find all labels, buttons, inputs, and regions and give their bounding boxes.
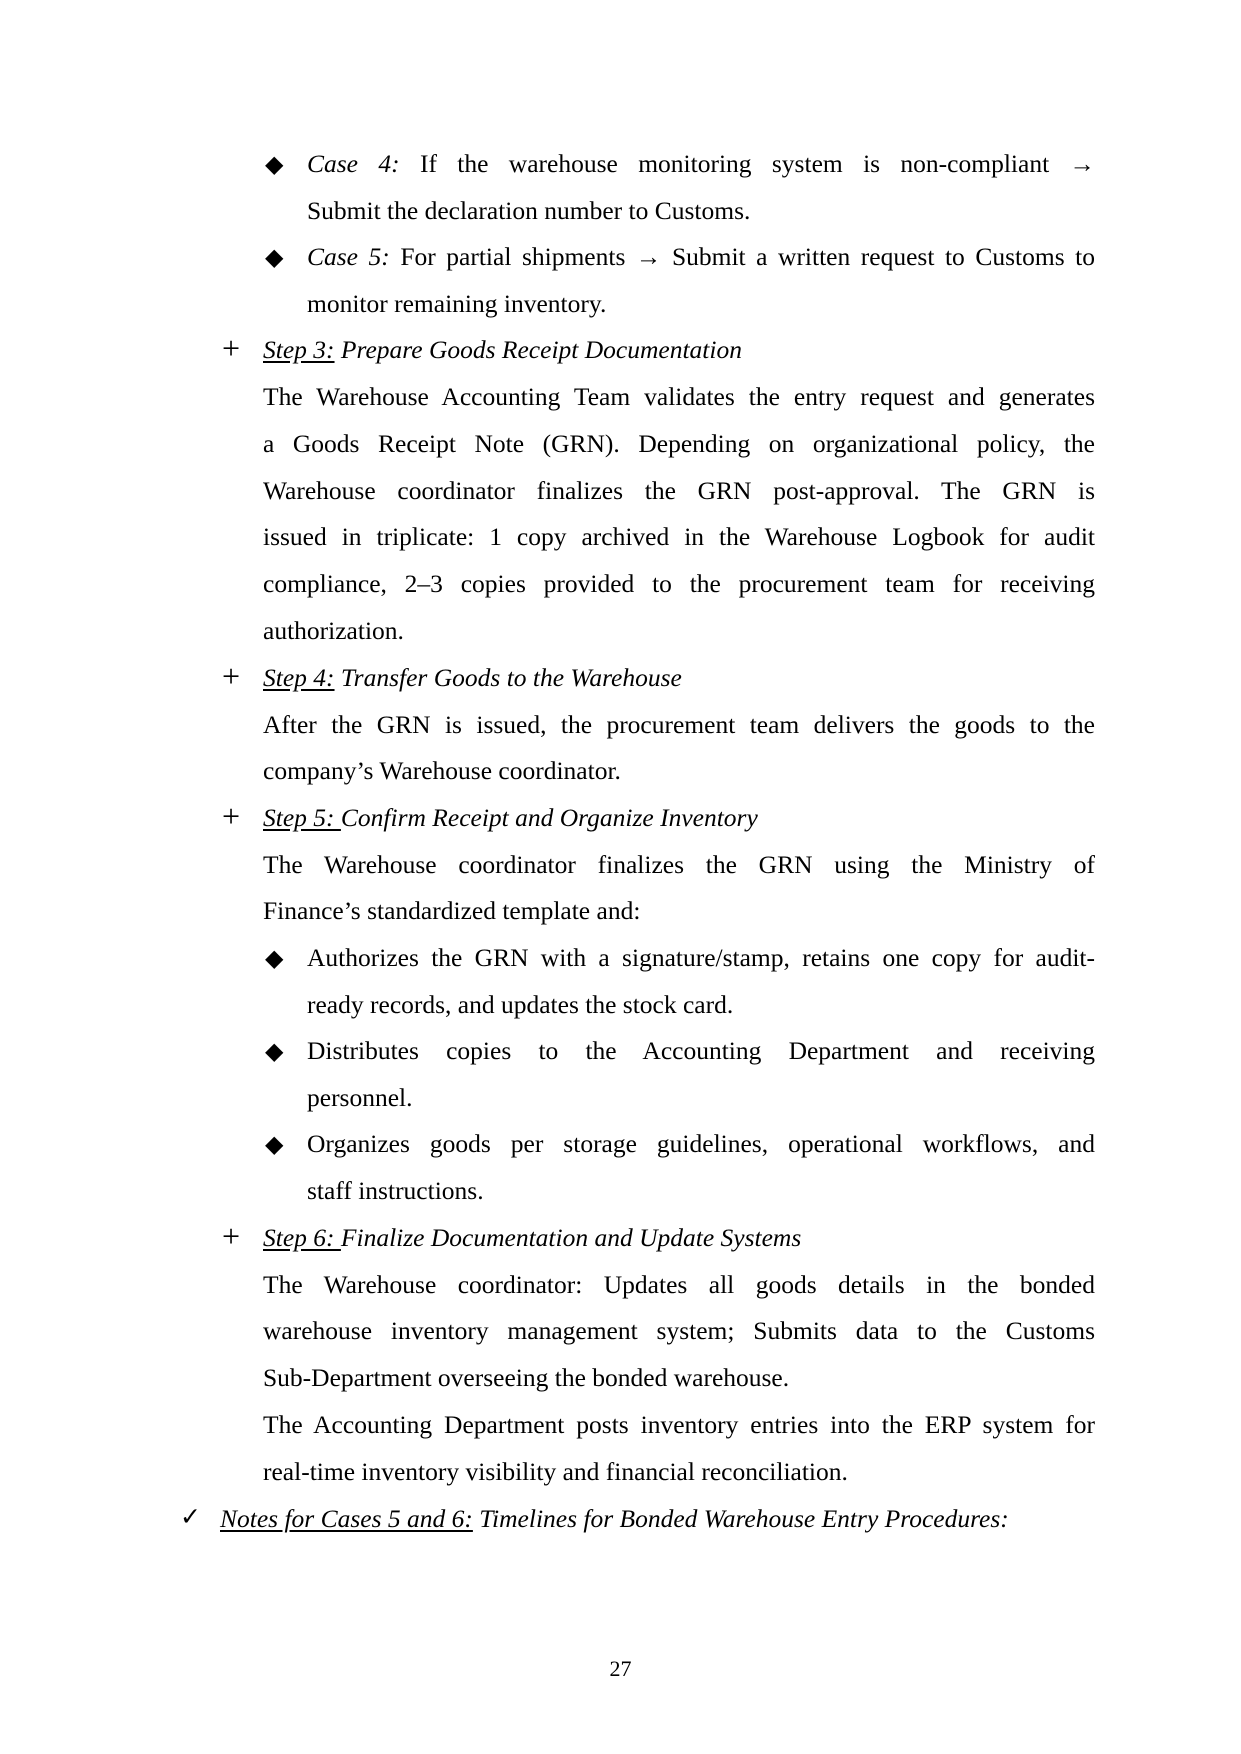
diamond-bullet-icon: ◆ [265, 946, 284, 972]
case-5-line-1 [307, 240, 1095, 274]
step-5-body-line: Finance’s standardized template and: [263, 896, 641, 925]
step-3-label: Step 3: [263, 335, 335, 364]
step-3-title: Prepare Goods Receipt Documentation [334, 335, 742, 364]
step-6-label: Step 6: [263, 1223, 341, 1252]
step-3-body-line: Warehouse coordinator finalizes the GRN post-approval. The GRN is [263, 476, 1095, 505]
step-3-heading [263, 333, 742, 367]
step-4-body-line: company’s Warehouse coordinator. [263, 756, 621, 785]
notes-heading [220, 1502, 1009, 1536]
step-6-body-line: Sub-Department overseeing the bonded warehouse. [263, 1363, 790, 1392]
plus-bullet-icon: + [222, 658, 241, 694]
notes-label: Notes for Cases 5 and 6: [220, 1504, 473, 1533]
page-number: 27 [609, 1656, 632, 1681]
plus-bullet-icon: + [222, 798, 241, 834]
step-3-body-line: a Goods Receipt Note (GRN). Depending on organizational policy, the [263, 429, 1095, 458]
step-4-body-line: After the GRN is issued, the procurement team delivers the goods to the [263, 710, 1095, 739]
case-4-line-1 [307, 147, 1095, 181]
diamond-bullet-icon: ◆ [265, 1132, 284, 1158]
step-6-body-line: real-time inventory visibility and financial reconciliation. [263, 1457, 848, 1486]
checkmark-bullet-icon: ✓ [180, 1504, 201, 1531]
step-6-body-line: The Warehouse coordinator: Updates all goods details in the bonded [263, 1270, 1095, 1299]
step-5-label: Step 5: [263, 803, 341, 832]
step-5-title: Confirm Receipt and Organize Inventory [340, 803, 758, 832]
case-4-line-2: Submit the declaration number to Customs. [307, 196, 751, 225]
step-3-body-line: compliance, 2–3 copies provided to the procurement team for receiving [263, 569, 1095, 598]
case-5-label: Case 5: [307, 242, 390, 271]
step-5-bullet-line: ready records, and updates the stock card. [307, 990, 734, 1019]
step-5-bullet-line: Organizes goods per storage guidelines, operational workflows, and [307, 1129, 1095, 1158]
case-4-label: Case 4: [307, 149, 400, 178]
step-5-bullet-line: Authorizes the GRN with a signature/stamp, retains one copy for audit- [307, 943, 1095, 972]
diamond-bullet-icon: ◆ [265, 152, 284, 178]
step-5-bullet-line: staff instructions. [307, 1176, 484, 1205]
step-6-heading [263, 1221, 801, 1255]
step-5-heading [263, 801, 758, 835]
step-4-label: Step 4: [263, 663, 335, 692]
case-5-text: For partial shipments → Submit a written request to Customs to [389, 242, 1095, 271]
step-3-body-line: issued in triplicate: 1 copy archived in the Warehouse Logbook for audit [263, 522, 1095, 551]
plus-bullet-icon: + [222, 1218, 241, 1254]
step-3-body-line: The Warehouse Accounting Team validates the entry request and generates [263, 382, 1095, 411]
case-5-line-2: monitor remaining inventory. [307, 289, 607, 318]
step-5-bullet-line: Distributes copies to the Accounting Department and receiving [307, 1036, 1095, 1065]
case-4-text: If the warehouse monitoring system is non-compliant → [399, 149, 1096, 178]
step-5-bullet-line: personnel. [307, 1083, 413, 1112]
step-3-body-line: authorization. [263, 616, 404, 645]
diamond-bullet-icon: ◆ [265, 1039, 284, 1065]
step-5-body-line: The Warehouse coordinator finalizes the GRN using the Ministry of [263, 850, 1095, 879]
step-6-body-line: warehouse inventory management system; Submits data to the Customs [263, 1316, 1095, 1345]
notes-title: Timelines for Bonded Warehouse Entry Procedures: [472, 1504, 1009, 1533]
step-6-title: Finalize Documentation and Update Systems [340, 1223, 802, 1252]
step-6-body-line: The Accounting Department posts inventory entries into the ERP system for [263, 1410, 1095, 1439]
step-4-title: Transfer Goods to the Warehouse [334, 663, 682, 692]
step-4-heading [263, 661, 682, 695]
diamond-bullet-icon: ◆ [265, 245, 284, 271]
plus-bullet-icon: + [222, 330, 241, 366]
